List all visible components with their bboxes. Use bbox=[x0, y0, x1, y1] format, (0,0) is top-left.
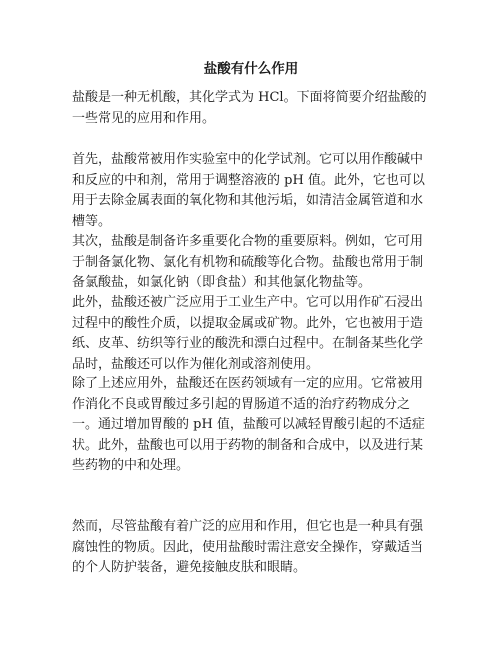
paragraph-industry: 此外，盐酸还被广泛应用于工业生产中。它可以用作矿石浸出过程中的酸性介质，以提取金属或矿物。此外，它也被用于造纸、皮革、纺织等行业的酸洗和漂白过程中。在制备某些化学品时，盐酸还可以作为催化剂或溶剂使用。 bbox=[72, 295, 424, 372]
paragraph-medicine: 除了上述应用外，盐酸还在医药领域有一定的应用。它常被用作消化不良或胃酸过多引起的胃肠道不适的治疗药物成分之一。通过增加胃酸的 pH 值，盐酸可以减轻胃酸引起的不适症状。此外，盐酸也可以用于药物的制备和合成中，以及进行某些药物的中和处理。 bbox=[72, 376, 425, 473]
paragraph-safety: 然而，尽管盐酸有着广泛的应用和作用，但它也是一种具有强腐蚀性的物质。因此，使用盐酸时需注意安全操作，穿戴适当的个人防护装备，避免接触皮肤和眼睛。 bbox=[72, 519, 424, 575]
paragraph-lab-reagent: 首先，盐酸常被用作实验室中的化学试剂。它可以用作酸碱中和反应的中和剂，常用于调整溶液的 pH 值。此外，它也可以用于去除金属表面的氧化物和其他污垢，如清洁金属管道和水槽等。 bbox=[72, 152, 425, 229]
paragraph-intro: 盐酸是一种无机酸，其化学式为 HCl。下面将简要介绍盐酸的一些常见的应用和作用。 bbox=[72, 90, 427, 126]
page-title: 盐酸有什么作用 bbox=[203, 61, 299, 77]
paragraph-raw-material: 其次，盐酸是制备许多重要化合物的重要原料。例如，它可用于制备氯化物、氯化有机物和硫酸等化合物。盐酸也常用于制备氯酸盐，如氯化钠（即食盐）和其他氯化物盐等。 bbox=[72, 234, 424, 290]
